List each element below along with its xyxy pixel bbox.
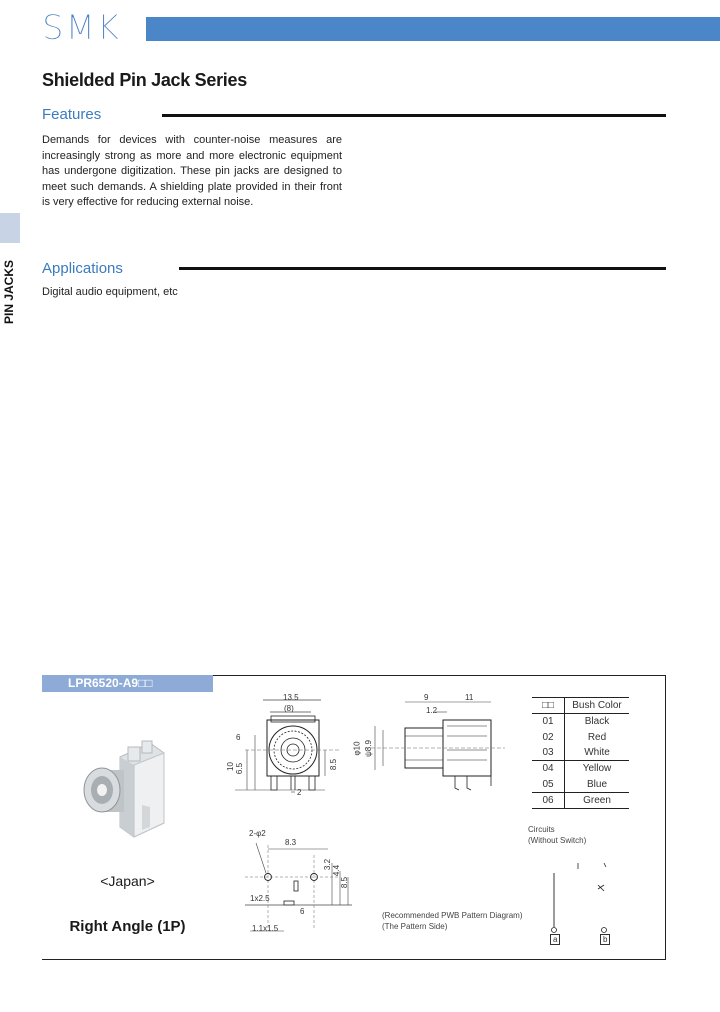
applications-rule	[179, 267, 666, 270]
features-heading: Features	[42, 106, 102, 123]
dim-offset: 1.2	[426, 706, 438, 715]
features-line: increasingly strong as more and more electronic equipment	[42, 149, 342, 162]
circuit-note-line: (Without Switch)	[528, 836, 587, 845]
circuit-note	[528, 824, 586, 846]
table-cell-code: 06	[532, 792, 565, 808]
table-cell-color: Red	[587, 731, 607, 743]
features-text	[42, 133, 342, 211]
features-line: has undergone digitization. These pin jacks are designed to	[42, 165, 342, 177]
table-cell-code: 01	[532, 714, 565, 730]
dim-hole-pitch: 8.3	[285, 838, 297, 847]
dim-width: 13.5	[283, 693, 299, 702]
table-cell-code: 05	[532, 776, 565, 792]
smk-logo: SMK	[42, 8, 122, 48]
applications-heading: Applications	[42, 260, 123, 277]
page-title: Shielded Pin Jack Series	[42, 70, 247, 90]
dim-pcb-height: 8.5	[340, 876, 350, 889]
dim-pad-height: 4.4	[332, 864, 342, 877]
dim-upper-height: 6	[236, 733, 241, 742]
dim-rear-depth: 11	[465, 693, 474, 702]
terminal-b-label: b	[600, 934, 610, 945]
table-header-color: Bush Color	[565, 698, 630, 714]
dim-center-height: 6.5	[235, 762, 245, 775]
mounting-type-label: Right Angle (1P)	[69, 918, 186, 935]
pcb-diagram-note	[382, 910, 523, 932]
side-tab-marker	[0, 213, 20, 243]
dim-total-height: 10	[225, 762, 235, 771]
dim-hole-diameter: 2-φ2	[249, 829, 266, 838]
dim-right-height: 8.5	[329, 758, 339, 771]
dim-inner-diameter: ψ8.9	[363, 740, 373, 757]
table-cell-color: Black	[565, 714, 630, 730]
product-frame-right	[665, 675, 666, 960]
pcb-note-line: (Recommended PWB Pattern Diagram)	[382, 911, 523, 920]
features-line: Demands for devices with counter-noise measures are	[42, 134, 342, 146]
table-header-code: □□	[532, 698, 565, 714]
dim-inner-width: (8)	[284, 704, 294, 713]
pcb-note-line: (The Pattern Side)	[382, 922, 448, 931]
region-label: <Japan>	[100, 873, 155, 889]
circuit-note-line: Circuits	[528, 825, 555, 834]
model-number-tag: LPR6520-A9□□	[42, 675, 213, 692]
features-line: is very effective for reducing external noise.	[42, 196, 254, 208]
applications-text: Digital audio equipment, etc	[42, 286, 178, 298]
dim-slot-size: 1x2.5	[250, 894, 270, 903]
bush-color-table	[532, 697, 629, 809]
header-color-bar	[146, 17, 720, 41]
dim-slot2-size: 1.1x1.5	[252, 924, 279, 933]
terminal-a-label: a	[550, 934, 560, 945]
features-line: meet such demands. A shielding plate provided in their front	[42, 180, 342, 193]
dim-slot-gap: 6	[300, 907, 305, 916]
features-rule	[162, 114, 666, 117]
side-category-label: PIN JACKS	[2, 260, 16, 325]
dim-pin-gap: 2	[297, 788, 302, 797]
table-cell-code: 04	[532, 761, 565, 777]
product-frame-top	[213, 675, 666, 676]
dim-body-depth: 9	[424, 693, 429, 702]
product-photo	[72, 735, 182, 845]
circuit-schematic	[540, 855, 620, 945]
table-cell-code: 02	[532, 730, 565, 745]
table-cell-color: Yellow	[565, 761, 630, 777]
table-cell-color: Blue	[586, 778, 607, 790]
table-cell-color: White	[584, 747, 610, 759]
table-cell-color: Green	[565, 792, 630, 808]
table-cell-code: 03	[532, 745, 565, 761]
product-frame-bottom	[42, 959, 666, 960]
dim-outer-diameter: φ10	[352, 741, 362, 756]
dim-pad-offset: 3.2	[323, 858, 333, 871]
